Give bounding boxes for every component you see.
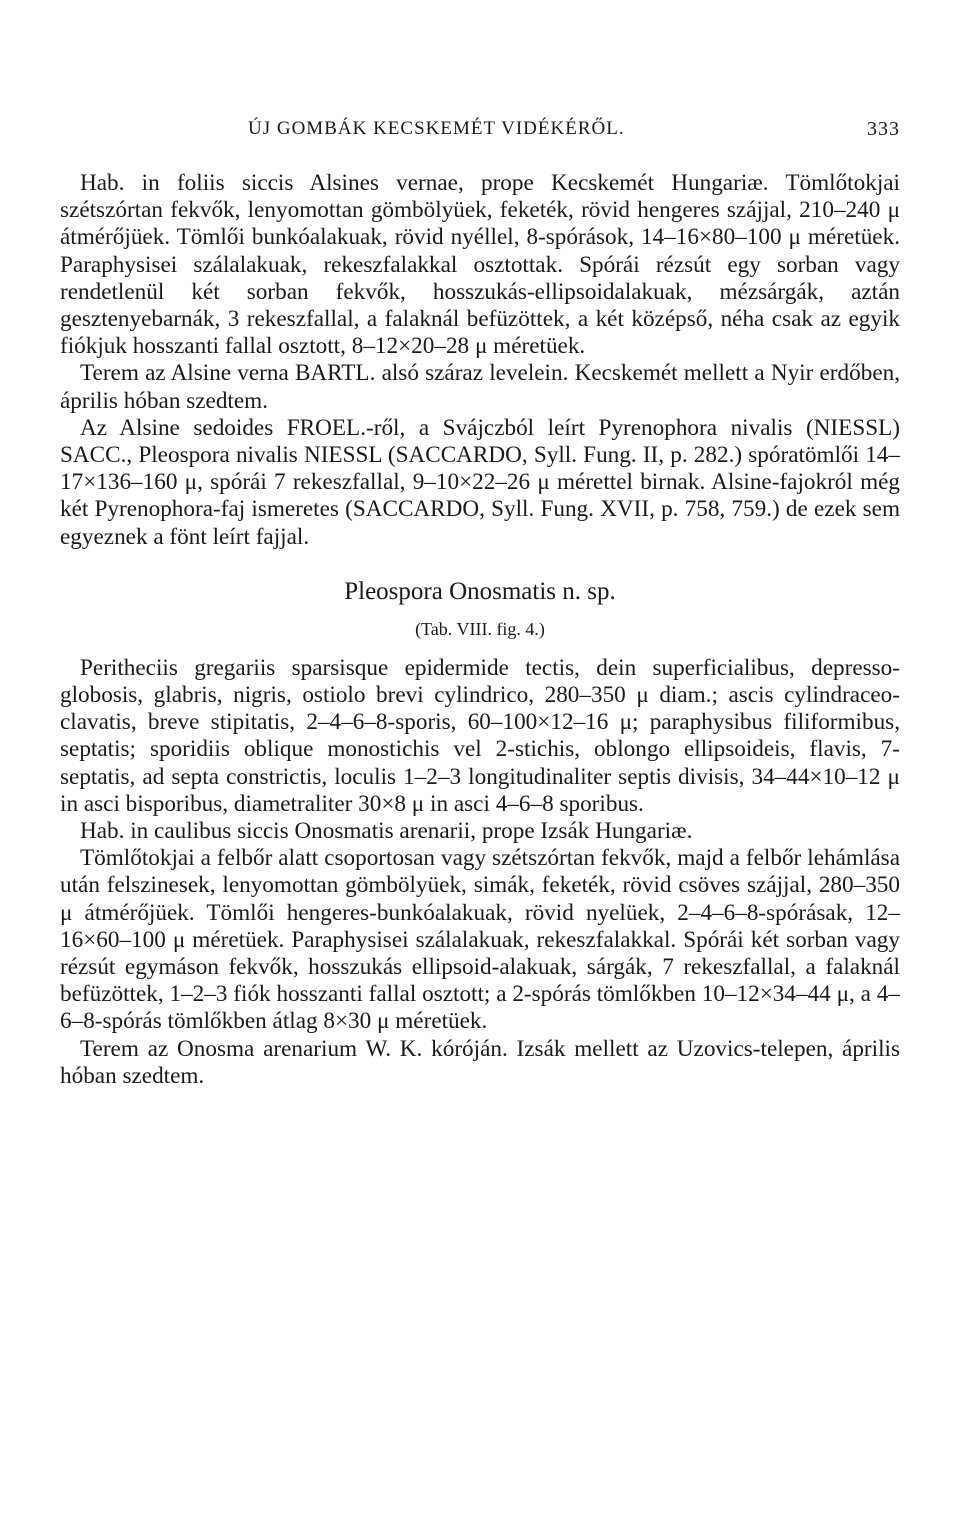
paragraph-habitat-onosma: Hab. in caulibus siccis Onosmatis arenarii, prope Izsák Hungariæ.: [80, 818, 693, 845]
page-body: [60, 170, 900, 1090]
paragraph-latin-diagnosis: Peritheciis gregariis sparsisque epidermide tectis, dein superficialibus, depresso-globosis, glabris, nigris, ostiolo brevi cylindrico, 280–350 μ diam.; ascis cylindraceo-clavatis, breve stipitatis, 2–4–6–8-sporis, 60–100×12–16 μ; paraphysibus filiformibus, septatis; sporidiis oblique monostichis vel 2-stichis, oblongo ellipsoideis, flavis, 7-septatis, ad septa constrictis, loculis 1–2–3 longitudinaliter septis divisis, 34–44×10–12 μ in asci bisporibus, diametraliter 30×8 μ in asci 4–6–8 sporibus.: [60, 654, 900, 817]
page-number: 333: [867, 118, 900, 140]
paragraph-terem-alsine: Terem az Alsine verna BARTL. alsó száraz levelein. Kecskemét mellett a Nyir erdőben, április hóban szedtem.: [60, 360, 900, 414]
section-title: Pleospora Onosmatis n. sp.: [344, 577, 616, 605]
page-header: [60, 112, 900, 148]
paragraph-comparison: Az Alsine sedoides FROEL.-ről, a Svájczból leírt Pyrenophora nivalis (NIESSL) SACC., Pleospora nivalis NIESSL (SACCARDO, Syll. Fung. II, p. 282.) spóratömlői 14–17×136–160 μ, spórái 7 rekeszfallal, 9–10×22–26 μ mérettel birnak. Alsine-fajokról még két Pyrenophora-faj ismeretes (SACCARDO, Syll. Fung. XVII, p. 758, 759.) de ezek sem egyeznek a fönt leírt fajjal.: [60, 414, 900, 550]
paragraph-terem-onosma: Terem az Onosma arenarium W. K. kóróján. Izsák mellett az Uzovics-telepen, április hóban szedtem.: [60, 1035, 900, 1089]
running-title: ÚJ GOMBÁK KECSKEMÉT VIDÉKÉRŐL.: [248, 118, 625, 139]
plate-reference: (Tab. VIII. fig. 4.): [415, 618, 545, 639]
paragraph-habitat-alsine: Hab. in foliis siccis Alsines vernae, prope Kecskemét Hungariæ. Tömlőtokjai szétszórtan fekvők, lenyomottan gömbölyüek, feketék, rövid hengeres szájjal, 210–240 μ átmérőjüek. Tömlői bunkóalakuak, rövid nyéllel, 8-spórások, 14–16×80–100 μ méretüek. Paraphysisei szálalakuak, rekeszfalakkal osztottak. Spórái rézsút egy sorban vagy rendetlenül két sorban fekvők, hosszukás-ellipsoidalakuak, mézsárgák, aztán gesztenyebarnák, 3 rekeszfallal, a falaknál befüzöttek, a két középső, néha csak az egyik fiókjuk hosszanti fallal osztott, 8–12×20–28 μ méretüek.: [60, 170, 900, 360]
paragraph-hungarian-description: Tömlőtokjai a felbőr alatt csoportosan vagy szétszórtan fekvők, majd a felbőr lehámlása után felszinesek, lenyomottan gömbölyüek, simák, feketék, rövid csöves szájjal, 280–350 μ átmérőjüek. Tömlői hengeres-bunkóalakuak, rövid nyelüek, 2–4–6–8-spórásak, 12–16×60–100 μ méretüek. Paraphysisei szálalakuak, rekeszfalakkal. Spórái két sorban vagy rézsút egymáson fekvők, hosszukás ellipsoid-alakuak, sárgák, 7 rekeszfallal, a falaknál befüzöttek, 1–2–3 fiók hosszanti fallal osztott; a 2-spórás tömlőkben 10–12×34–44 μ, a 4–6–8-spórás tömlőkben átlag 8×30 μ méretüek.: [60, 845, 900, 1035]
